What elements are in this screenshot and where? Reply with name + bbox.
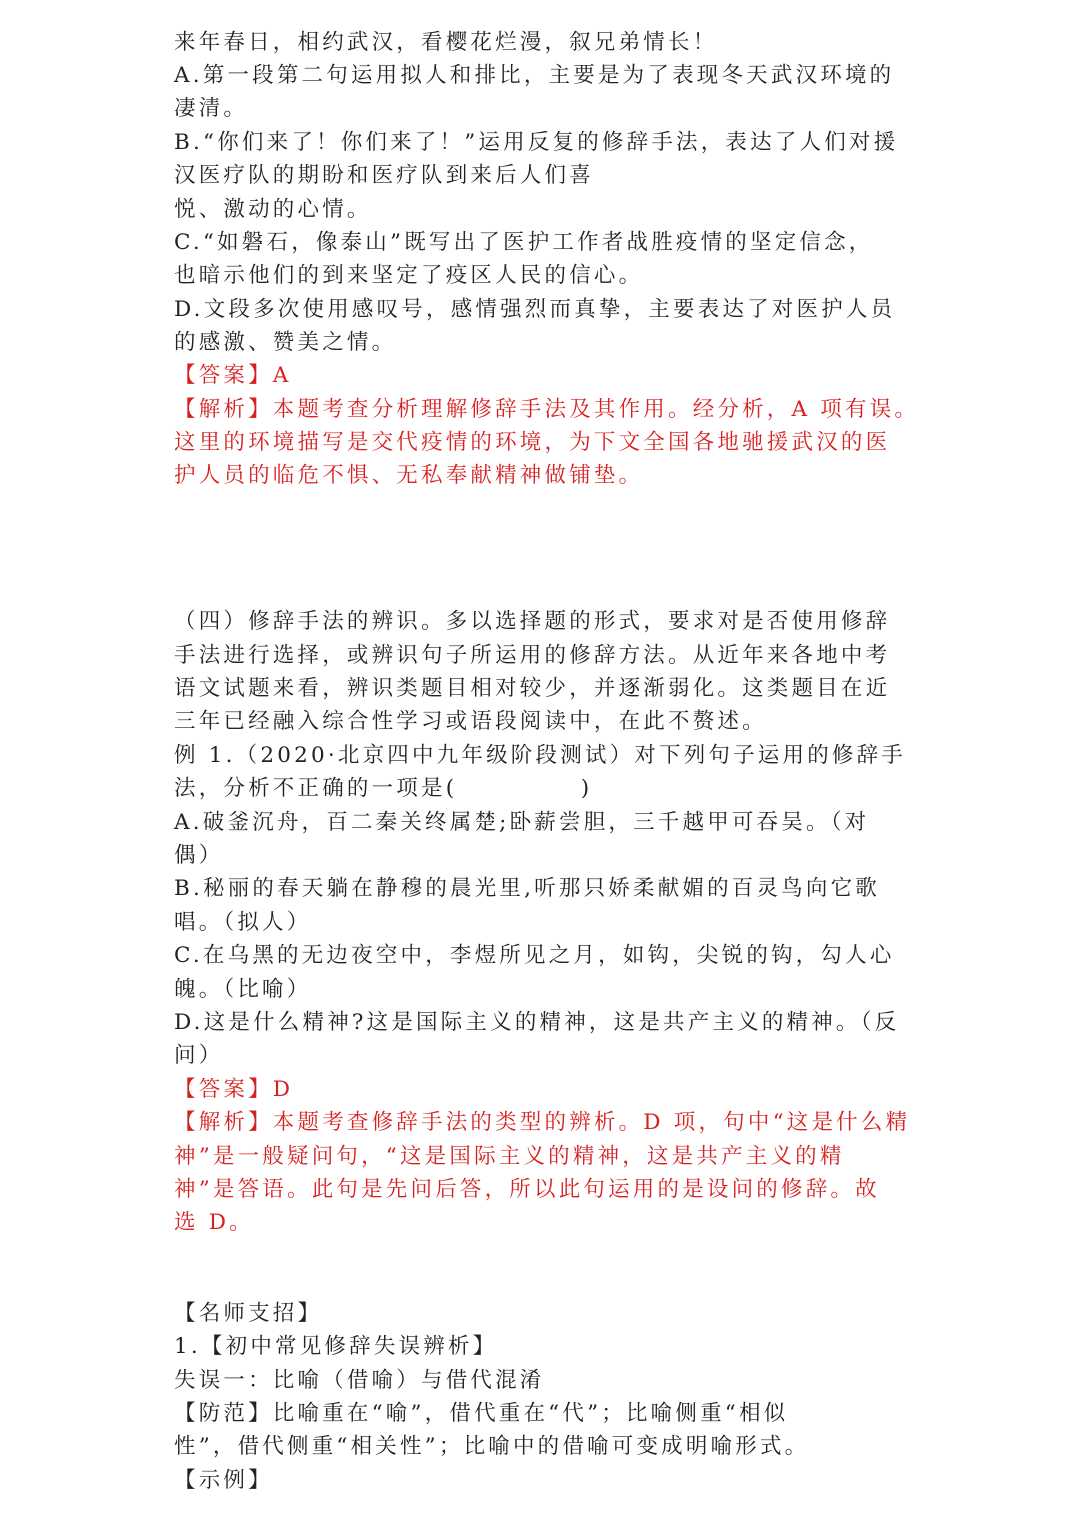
text-line: 【示例】 xyxy=(174,1468,273,1493)
analysis-line: 选 D。 xyxy=(174,1210,254,1235)
tips-heading: 【名师支招】 xyxy=(174,1301,323,1326)
text-line: 语文试题来看，辨识类题目相对较少，并逐渐弱化。这类题目在近 xyxy=(174,676,891,701)
text-line: 失误一：比喻（借喻）与借代混淆 xyxy=(174,1368,545,1393)
tips-subheading: 1.【初中常见修辞失误辨析】 xyxy=(174,1334,498,1359)
text-line: 【防范】比喻重在“喻”，借代重在“代”；比喻侧重“相似 xyxy=(174,1401,789,1426)
analysis-line: 神”是一般疑问句，“这是国际主义的精神，这是共产主义的精 xyxy=(174,1144,845,1169)
text-line: 三年已经融入综合性学习或语段阅读中，在此不赘述。 xyxy=(174,709,767,734)
section-heading-line: （四）修辞手法的辨识。多以选择题的形式，要求对是否使用修辞 xyxy=(174,609,891,634)
analysis-line: 这里的环境描写是交代疫情的环境，为下文全国各地驰援武汉的医 xyxy=(174,430,891,455)
analysis-line: 【解析】本题考查修辞手法的类型的辨析。D 项，句中“这是什么精 xyxy=(174,1110,911,1135)
text-line: 偶） xyxy=(174,843,224,868)
option-c-line: C.在乌黑的无边夜空中，李煜所见之月，如钩，尖锐的钩，勾人心 xyxy=(174,943,895,968)
text-line: 汉医疗队的期盼和医疗队到来后人们喜 xyxy=(174,163,594,188)
option-a-line: A.第一段第二句运用拟人和排比，主要是为了表现冬天武汉环境的 xyxy=(174,63,895,88)
text-line: 法，分析不正确的一项是( ) xyxy=(174,776,593,801)
text-line: 凄清。 xyxy=(174,96,249,121)
text-line: 的感激、赞美之情。 xyxy=(174,330,397,355)
answer-line: 【答案】D xyxy=(174,1077,294,1102)
analysis-line: 护人员的临危不惧、无私奉献精神做铺垫。 xyxy=(174,463,644,488)
text-line: 唱。（拟人） xyxy=(174,910,312,935)
option-a-line: A.破釜沉舟，百二秦关终属楚;卧薪尝胆，三千越甲可吞吴。（对 xyxy=(174,810,870,835)
text-line: 悦、激动的心情。 xyxy=(174,197,372,222)
text-line: 也暗示他们的到来坚定了疫区人民的信心。 xyxy=(174,263,644,288)
option-d-line: D.文段多次使用感叹号，感情强烈而真挚，主要表达了对医护人员 xyxy=(174,297,896,322)
analysis-line: 神”是答语。此句是先问后答，所以此句运用的是设问的修辞。故 xyxy=(174,1177,880,1202)
text-line: 来年春日，相约武汉，看樱花烂漫，叙兄弟情长！ xyxy=(174,30,718,55)
answer-line: 【答案】A xyxy=(174,363,292,388)
option-c-line: C.“如磐石，像泰山”既写出了医护工作者战胜疫情的坚定信念， xyxy=(174,230,874,255)
text-line: 手法进行选择，或辨识句子所运用的修辞方法。从近年来各地中考 xyxy=(174,643,891,668)
option-b-line: B.“你们来了！你们来了！”运用反复的修辞手法，表达了人们对援 xyxy=(174,130,899,155)
text-line: 问） xyxy=(174,1043,224,1068)
option-d-line: D.这是什么精神?这是国际主义的精神，这是共产主义的精神。（反 xyxy=(174,1010,900,1035)
option-b-line: B.秘丽的春天躺在静穆的晨光里,听那只娇柔献媚的百灵鸟向它歌 xyxy=(174,876,880,901)
text-line: 魄。（比喻） xyxy=(174,977,312,1002)
example-question-line: 例 1.（2020·北京四中九年级阶段测试）对下列句子运用的修辞手 xyxy=(174,743,907,768)
analysis-line: 【解析】本题考查分析理解修辞手法及其作用。经分析，A 项有误。 xyxy=(174,397,920,422)
text-line: 性”，借代侧重“相关性”；比喻中的借喻可变成明喻形式。 xyxy=(174,1434,810,1459)
